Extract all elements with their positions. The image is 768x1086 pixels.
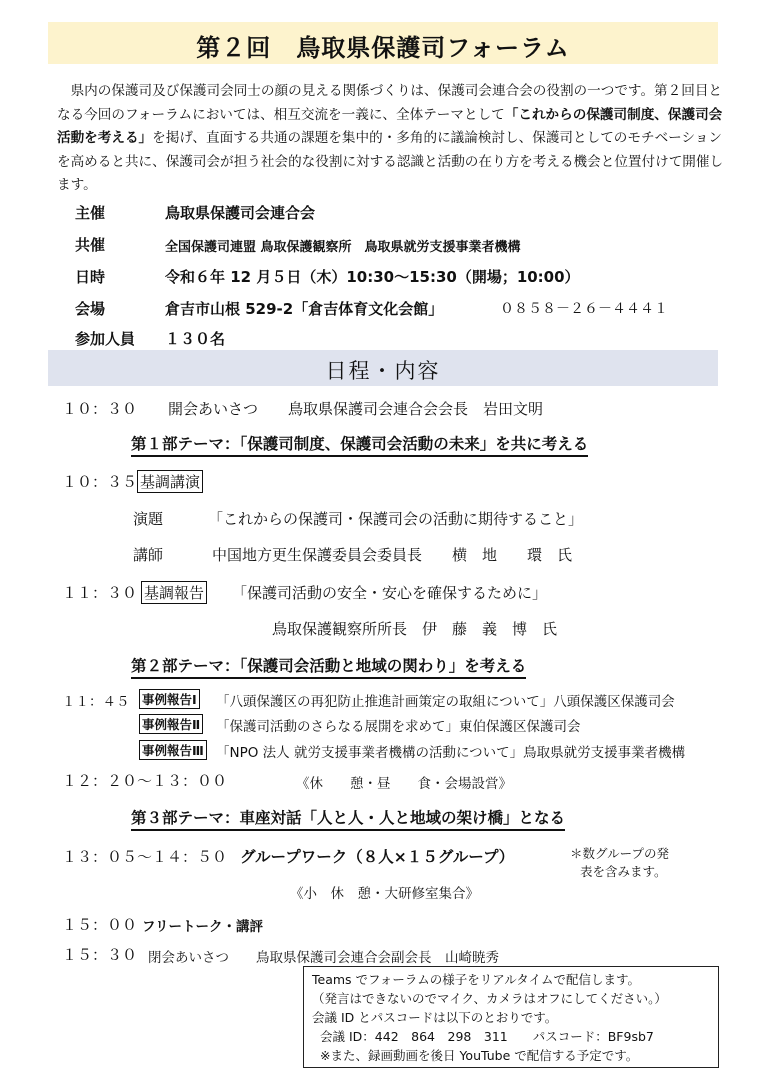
keynote-lecture-box: 基調講演 [137,470,203,493]
time-1130: １１：３０ [62,584,138,602]
time-1030: １０：３０ [62,400,138,418]
attendees-label: 参加人員 [75,330,136,348]
case-report-1-box: 事例報告Ⅰ [139,689,200,709]
time-1035: １０：３５ [62,473,138,491]
speaker-name: 中国地方更生保護委員会委員長 横 地 環 氏 [212,546,573,564]
title-banner [48,22,718,64]
keynote-report-title: 「保護司活動の安全・安心を確保するために」 [232,584,548,602]
time-1145: １１：４５ [62,694,130,710]
notice-line-3: 会議 ID とパスコードは以下のとおりです。 [312,1010,558,1025]
intro-paragraph [57,80,727,198]
intro-theme: 「これからの保護司制度、保護司会活動を考える」 [57,106,723,146]
group-work-note-2: 表を含みます。 [580,864,667,879]
attendees-value: １３０名 [165,330,226,348]
case-report-3: 「NPO 法人 就労支援事業者機構の活動について」鳥取県就労支援事業者機構 [216,745,686,761]
time-1305-1450: １３：０５～１４：５０ [62,848,228,866]
schedule-title: 日程・内容 [325,359,441,383]
notice-meeting-id: 会議 ID：442 864 298 311 パスコード：BF9sb7 [320,1029,654,1044]
venue-value: 倉吉市山根 529-2「倉吉体育文化会館」 [165,300,444,318]
date-value: 令和６年 12 月５日（木）10:30～15:30（開場；10:00） [165,268,580,286]
part1-theme: 第１部テーマ：「保護司制度、保護司会活動の未来」を共に考える [131,432,588,457]
part3-theme: 第３部テーマ：車座対話「人と人・人と地域の架け橋」となる [131,806,565,831]
notice-line-1: Teams でフォーラムの様子をリアルタイムで配信します。 [312,972,641,987]
case-report-3-box: 事例報告Ⅲ [139,740,207,760]
date-label: 日時 [75,268,106,286]
intro-text-b: を掲げ、直面する共通の課題を集中的・多角的に議論検討し、保護司としてのモチベーションを高めると共に、保護司会が担う社会的な役割に対する認識と活動の在り方を考える機会と位置付けて開催します。 [57,130,724,193]
part2-theme: 第２部テーマ：「保護司会活動と地域の関わり」を考える [131,654,526,679]
notice-line-5: ※また、録画動画を後日 YouTube で配信する予定です。 [320,1048,639,1063]
time-1500: １５：００ [62,916,138,934]
case-report-2-box: 事例報告Ⅱ [139,714,203,734]
group-work-note-1: ＊数グループの発 [570,846,670,861]
page-title: 第２回 鳥取県保護司フォーラム [196,34,570,62]
free-talk: フリートーク・講評 [142,919,263,935]
opening-remarks: 開会あいさつ 鳥取県保護司会連合会会長 岩田文明 [168,400,544,418]
notice-line-2: （発言はできないのでマイク、カメラはオフにしてください。） [312,991,667,1006]
co-organizer-value: 全国保護司連盟 鳥取保護観察所 鳥取県就労支援事業者機構 [165,240,521,255]
speaker-label: 講師 [133,546,164,564]
organizer-value: 鳥取県保護司会連合会 [165,204,316,222]
keynote-report-box: 基調報告 [141,581,207,604]
keynote-report-speaker: 鳥取保護観察所所長 伊 藤 義 博 氏 [272,620,558,638]
organizer-label: 主催 [75,204,106,222]
schedule-banner [48,350,718,386]
venue-label: 会場 [75,300,106,318]
co-organizer-label: 共催 [75,236,106,254]
time-1530: １５：３０ [62,946,138,964]
venue-phone: ０８５８－２６－４４４１ [500,301,668,317]
lecture-label: 演題 [133,510,164,528]
streaming-notice-box [303,966,719,1068]
lunch-break: 《休 憩・昼 食・会場設営》 [296,776,512,792]
closing-remarks: 閉会あいさつ 鳥取県保護司会連合会副会長 山崎暁秀 [148,950,499,966]
group-work: グループワーク（８人×１５グループ） [240,848,515,866]
time-1220-1300: １２：２０～１３：００ [62,772,228,790]
intro-text-a: 県内の保護司及び保護司会同士の顔の見える関係づくりは、保護司会連合会の役割の一つです。第２回目となる今回のフォーラムにおいては、相互交流を一義に、全体テーマとして [57,83,723,123]
case-report-1: 「八頭保護区の再犯防止推進計画策定の取組について」八頭保護区保護司会 [216,694,675,710]
case-report-2: 「保護司活動のさらなる展開を求めて」東伯保護区保護司会 [216,719,581,735]
short-break: 《小 休 憩・大研修室集合》 [290,886,479,902]
lecture-title: 「これからの保護司・保護司会の活動に期待すること」 [208,510,584,528]
